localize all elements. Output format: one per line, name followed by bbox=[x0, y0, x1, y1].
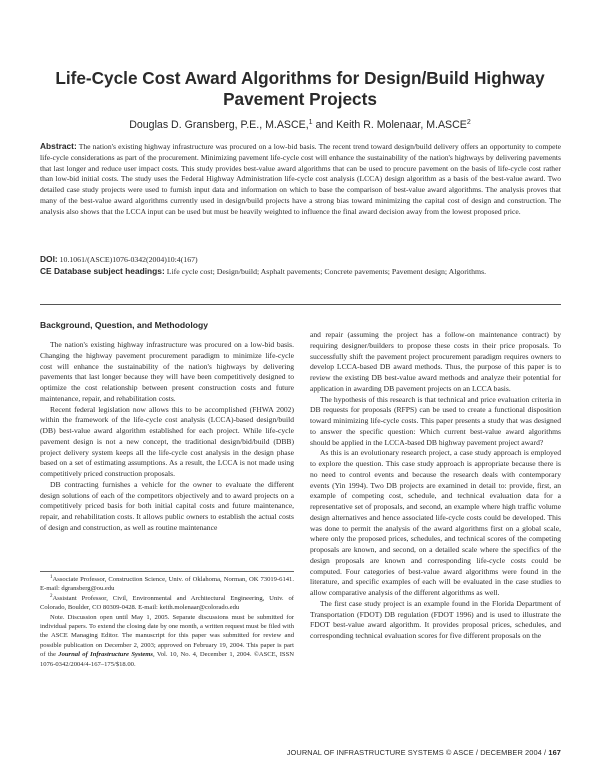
abstract bbox=[40, 141, 561, 217]
footer-journal: JOURNAL OF INFRASTRUCTURE SYSTEMS © ASCE / DECEMBER 2004 / bbox=[286, 748, 549, 757]
abstract-text: The nation's existing highway infrastructure was procured on a low-bid basis. The recent trend toward design/build delivery offers an opportunity to compete life-cycle considerations as part of the procurement. Minimizing pavement life-cycle cost will enhance the sustainability of the nation's highways by delivering pavements that last longer and reduce user impact costs. This study provides best-value award algorithms that can be used to procure pavement on the basis of life-cycle cost rather than low-bid initial costs. The study uses the Federal Highway Administration life-cycle cost analysis (LCCA) design algorithm as a basis of the best-value award. Two detailed case study projects were used to furnish input data and information on which to base the comparison of best-value award algorithms. The analysis proves that many of the best-value award algorithms currently used in design/build projects have a strong bias toward minimizing the capital cost of design and construction. The analysis also shows that the LCCA input can be used but must be heavily weighted to influence the final award decision away from the lowest proposed price. bbox=[40, 142, 561, 216]
left-paragraph-2: Recent federal legislation now allows this to be accomplished (FHWA 2002) within the framework of the life-cycle cost analysis (LCCA)-based design/build (DB) best-value award algorithm established for each project. While life-cycle pavement design is not a new concept, the traditional design/bid/build (DBB) project delivery system keeps all the life-cycle cost analysis in the design phase based on a set of estimating assumptions. As a result, the LCCA is not made using competitively priced construction proposals. bbox=[40, 404, 294, 478]
journal-name: Journal of Infrastructure Systems bbox=[58, 651, 153, 659]
subject-headings bbox=[40, 266, 561, 278]
footnote-divider bbox=[40, 571, 294, 572]
subject-headings-label: CE Database subject headings: bbox=[40, 266, 165, 276]
abstract-label: Abstract: bbox=[40, 141, 77, 151]
doi-value: 10.1061/(ASCE)1076-0342(2004)10:4(167) bbox=[59, 255, 198, 264]
page-footer bbox=[250, 748, 561, 757]
footnote-1 bbox=[40, 575, 294, 594]
left-paragraph-1: The nation's existing highway infrastructure was procured on a low-bid basis. Changing the highway pavement procurement paradigm to minimize life-cycle cost will enhance the sustainability of the nation's highways by delivering pavements that last longer because they will have been competitively designed to optimize the cost relationship between present construction costs and future maintenance, repair, and rehabilitation costs. bbox=[40, 340, 294, 403]
author-1-footnote-mark: 1 bbox=[308, 119, 313, 126]
author-2-footnote-mark: 2 bbox=[466, 119, 471, 126]
right-paragraph-3: As this is an evolutionary research project, a case study approach is employed to explore the question. This case study approach is appropriate because there is no need to control events and because the research deals with contemporary events (Yin 1994). Two DB projects are examined in detail to: provide, first, an example of competing cost, schedule, and technical evaluation data for a representative set of proposals, and second, an example where high traffic volume design alternatives and hence associated life-cycle costs could be developed. This was done to permit the analysis of the award algorithms first on a global scale, where only the proposed prices, schedules, and technical scores of the competing proposals are known, and second, on a detailed scale where the specifics of the design proposals are known and corresponding life-cycle costs could be computed. Four categories of best-value award algorithms were found in the literature, and specific examples of each will be evaluated in the case studies to allow comparative analysis of the different algorithms as well. bbox=[310, 448, 561, 597]
author-2: Keith R. Molenaar, M.ASCE bbox=[336, 119, 467, 131]
author-connector: and bbox=[312, 119, 337, 131]
footnote-1-mark: 1 bbox=[50, 575, 53, 580]
discussion-note-text-b: , Vol. 10, No. 4, December 1, 2004. ©ASCE, ISSN 1076-0342/2004/4-167–175/$18.00. bbox=[40, 651, 295, 668]
doi-label: DOI: bbox=[40, 254, 58, 264]
right-column bbox=[310, 330, 561, 642]
header-divider bbox=[40, 304, 561, 305]
author-line bbox=[30, 119, 570, 132]
right-paragraph-4: The first case study project is an example found in the Florida Department of Transportation (FDOT) DB regulation (FDOT 1996) and is used to illustrate the FDOT best-value award algorithm. It provides proposal prices, schedules, and corresponding technical evaluation scores for five different proposals on the bbox=[310, 598, 561, 640]
right-paragraph-2: The hypothesis of this research is that technical and price evaluation criteria in DB requests for proposals (RFPS) can be used to create a functional disposition toward minimizing life-cycle costs. This paper presents a study that was designed to answer the specific question: Which current best-value award algorithms should be applied in the LCCA-based DB highway pavement project award? bbox=[310, 394, 561, 447]
discussion-note bbox=[40, 613, 294, 669]
author-1: Douglas D. Gransberg, P.E., M.ASCE, bbox=[129, 119, 309, 131]
paper-title: Life-Cycle Cost Award Algorithms for Design/Build Highway Pavement Projects bbox=[55, 68, 545, 109]
discussion-note-text-a: Note. Discussion open until May 1, 2005. Separate discussions must be submitted for individual papers. To extend the closing date by one month, a written request must be filed with the ASCE Managing Editor. The manuscript for this paper was submitted for review and possible publication on December 2, 2003; approved on February 19, 2004. This paper is part of the bbox=[40, 613, 294, 659]
footnote-2 bbox=[40, 594, 294, 613]
page-number: 167 bbox=[548, 748, 561, 757]
doi-line bbox=[40, 254, 561, 265]
footnote-2-mark: 2 bbox=[50, 593, 53, 599]
right-paragraph-1: and repair (assuming the project has a follow-on maintenance contract) by requiring designer/builders to propose these costs in their price proposals. To successfully shift the pavement project procurement paradigm requires owners to develop LCCA-based DB award methods. Thus, the purpose of this paper is to review the existing DB best-value award methods and analyze their potential for application in awarding DB pavement projects on an LCCA basis. bbox=[310, 330, 561, 393]
subject-headings-value: Life cycle cost; Design/build; Asphalt pavements; Concrete pavements; Pavement design; Algorithms. bbox=[166, 267, 487, 276]
footnotes bbox=[40, 575, 294, 669]
left-paragraph-3: DB contracting furnishes a vehicle for the owner to evaluate the different design solutions of each of the competitors objectively and to award projects on a competitively priced basis for both initial capital costs and future maintenance, repair, and rehabilitation costs. It allows public owners to establish the actual costs of design and construction, as well as routine maintenance bbox=[40, 479, 294, 532]
footnote-2-text: Assistant Professor, Civil, Environmental and Architectural Engineering, Univ. of Colorado, Boulder, CO 80309-0428. E-mail: keith.molenaar@colorado.edu bbox=[40, 594, 294, 612]
left-column bbox=[40, 340, 294, 534]
section-heading: Background, Question, and Methodology bbox=[40, 320, 209, 330]
footnote-1-text: Associate Professor, Construction Science, Univ. of Oklahoma, Norman, OK 73019-6141. E-mail: dgransberg@ou.edu bbox=[40, 576, 294, 593]
